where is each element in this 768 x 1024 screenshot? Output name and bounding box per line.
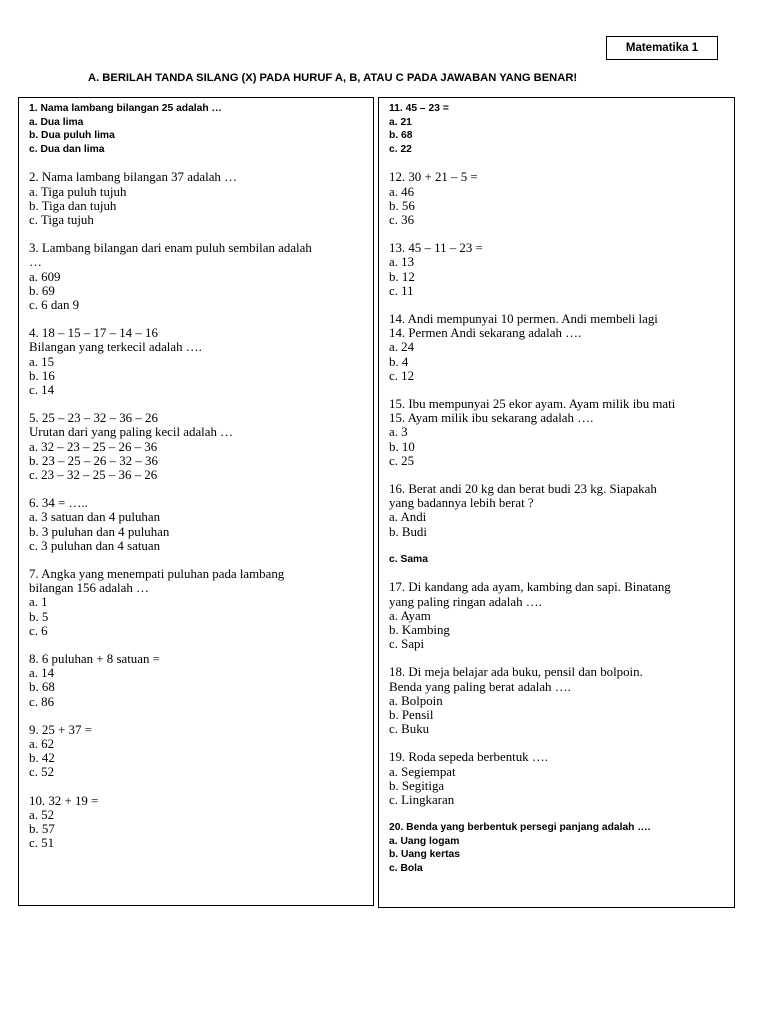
question-text: 7. Angka yang menempati puluhan pada lambang (29, 567, 285, 582)
question-text-cont: yang paling ringan adalah …. (389, 594, 542, 609)
option-a: a. 52 (29, 807, 55, 822)
instruction-heading: A. BERILAH TANDA SILANG (X) PADA HURUF A, B, ATAU C PADA JAWABAN YANG BENAR! (88, 72, 578, 84)
option-b: b. Kambing (389, 623, 450, 638)
question-text: 8. 6 puluhan + 8 satuan = (29, 652, 160, 667)
question-text: 12. 30 + 21 – 5 = (389, 170, 478, 185)
option-a: a. 609 (29, 269, 61, 284)
option-a: a. Dua lima (29, 116, 84, 128)
option-c: c. Lingkaran (389, 793, 455, 808)
question-text: 16. Berat andi 20 kg dan berat budi 23 kg. Siapakah (389, 482, 657, 497)
option-b: b. 68 (389, 130, 413, 142)
option-b: b. 4 (389, 354, 409, 369)
option-b: b. 5 (29, 609, 49, 624)
question-text: 3. Lambang bilangan dari enam puluh sembilan adalah (29, 241, 312, 256)
question-7 (29, 567, 373, 638)
question-17 (389, 580, 734, 651)
option-c: c. Bola (389, 863, 423, 875)
option-b: b. 68 (29, 680, 55, 695)
option-c: c. 14 (29, 383, 55, 398)
option-c: c. 25 (389, 453, 415, 468)
question-text: 2. Nama lambang bilangan 37 adalah … (29, 170, 237, 185)
option-c: c. Sapi (389, 637, 425, 652)
option-a: a. 3 (389, 425, 408, 440)
option-c: c. 22 (389, 143, 412, 155)
question-16-option-c (389, 553, 734, 567)
option-a: a. 62 (29, 737, 55, 752)
option-a: a. 46 (389, 184, 415, 199)
option-a: a. Andi (389, 510, 427, 525)
question-19 (389, 750, 734, 807)
question-11 (389, 102, 734, 156)
question-3 (29, 241, 373, 312)
option-b: b. Tiga dan tujuh (29, 198, 117, 213)
option-c: c. 86 (29, 694, 55, 709)
question-text: 4. 18 – 15 – 17 – 14 – 16 (29, 326, 158, 341)
question-column-right (378, 97, 735, 908)
option-a: a. 14 (29, 666, 55, 681)
option-a: a. 15 (29, 354, 55, 369)
subject-label: Matematika 1 (606, 36, 718, 60)
option-b: b. Segitiga (389, 778, 445, 793)
question-text: 13. 45 – 11 – 23 = (389, 241, 483, 256)
option-b: b. 10 (389, 439, 415, 454)
option-b: b. Uang kertas (389, 849, 460, 861)
option-a: a. Ayam (389, 608, 431, 623)
question-text: 14. Andi mempunyai 10 permen. Andi membeli lagi (389, 312, 658, 326)
option-c: c. Sama (389, 553, 428, 565)
question-text: 11. 45 – 23 = (389, 103, 449, 114)
option-b: b. Dua puluh lima (29, 130, 115, 142)
question-text-cont: 15. Ayam milik ibu sekarang adalah …. (389, 411, 594, 426)
option-c: c. 51 (29, 836, 55, 851)
option-a: a. 3 satuan dan 4 puluhan (29, 510, 161, 525)
question-5 (29, 411, 373, 482)
option-c: c. 11 (389, 283, 414, 298)
option-a: a. Uang logam (389, 835, 460, 847)
question-10 (29, 794, 373, 851)
question-text: 5. 25 – 23 – 32 – 36 – 26 (29, 411, 158, 426)
question-18 (389, 665, 734, 736)
question-text-cont: 14. Permen Andi sekarang adalah …. (389, 326, 582, 341)
option-b: b. 16 (29, 368, 55, 383)
option-b: b. 23 – 25 – 26 – 32 – 36 (29, 453, 158, 468)
option-b: b. Budi (389, 524, 427, 539)
question-text: 9. 25 + 37 = (29, 722, 92, 737)
question-text-cont: yang badannya lebih berat ? (389, 496, 534, 511)
option-c: c. 6 (29, 623, 48, 638)
option-c: c. Tiga tujuh (29, 212, 94, 227)
option-c: c. 3 puluhan dan 4 satuan (29, 538, 161, 553)
question-13 (389, 241, 734, 298)
question-15 (389, 397, 734, 468)
option-a: a. Bolpoin (389, 693, 443, 708)
question-16 (389, 482, 734, 539)
option-c: c. 52 (29, 765, 55, 780)
option-c: c. Dua dan lima (29, 143, 105, 155)
question-6 (29, 496, 373, 553)
question-text-cont: Urutan dari yang paling kecil adalah … (29, 425, 234, 440)
option-a: a. 21 (389, 116, 412, 128)
question-text: 15. Ibu mempunyai 25 ekor ayam. Ayam milik ibu mati (389, 397, 676, 412)
question-2 (29, 170, 373, 227)
question-text: 10. 32 + 19 = (29, 793, 99, 808)
question-text: 17. Di kandang ada ayam, kambing dan sapi. Binatang (389, 580, 671, 595)
option-a: a. 13 (389, 255, 415, 270)
option-c: c. 12 (389, 368, 415, 383)
question-text-cont: Bilangan yang terkecil adalah …. (29, 340, 202, 355)
option-a: a. 32 – 23 – 25 – 26 – 36 (29, 439, 158, 454)
option-b: b. 57 (29, 822, 55, 837)
option-a: a. 24 (389, 340, 415, 355)
option-c: c. 36 (389, 212, 415, 227)
question-text: 18. Di meja belajar ada buku, pensil dan bolpoin. (389, 665, 643, 680)
question-column-left (18, 97, 374, 906)
option-a: a. Segiempat (389, 764, 456, 779)
option-b: b. 3 puluhan dan 4 puluhan (29, 524, 170, 539)
question-4 (29, 326, 373, 397)
question-text-cont: … (29, 255, 42, 270)
question-1 (29, 102, 373, 156)
question-12 (389, 170, 734, 227)
question-text: 6. 34 = ….. (29, 496, 88, 511)
option-b: b. Pensil (389, 708, 434, 723)
question-9 (29, 723, 373, 780)
question-14 (389, 312, 734, 383)
option-a: a. Tiga puluh tujuh (29, 184, 127, 199)
question-text-cont: bilangan 156 adalah … (29, 581, 149, 596)
question-8 (29, 652, 373, 709)
option-b: b. 56 (389, 198, 415, 213)
option-b: b. 42 (29, 751, 55, 766)
option-b: b. 12 (389, 269, 415, 284)
question-20 (389, 821, 734, 875)
option-c: c. 23 – 32 – 25 – 36 – 26 (29, 468, 158, 483)
question-text: 19. Roda sepeda berbentuk …. (389, 750, 548, 765)
question-text: 1. Nama lambang bilangan 25 adalah … (29, 103, 222, 114)
option-c: c. Buku (389, 722, 430, 737)
question-text: 20. Benda yang berbentuk persegi panjang adalah …. (389, 822, 651, 834)
option-a: a. 1 (29, 595, 48, 610)
option-b: b. 69 (29, 283, 55, 298)
option-c: c. 6 dan 9 (29, 298, 80, 312)
question-text-cont: Benda yang paling berat adalah …. (389, 679, 571, 694)
